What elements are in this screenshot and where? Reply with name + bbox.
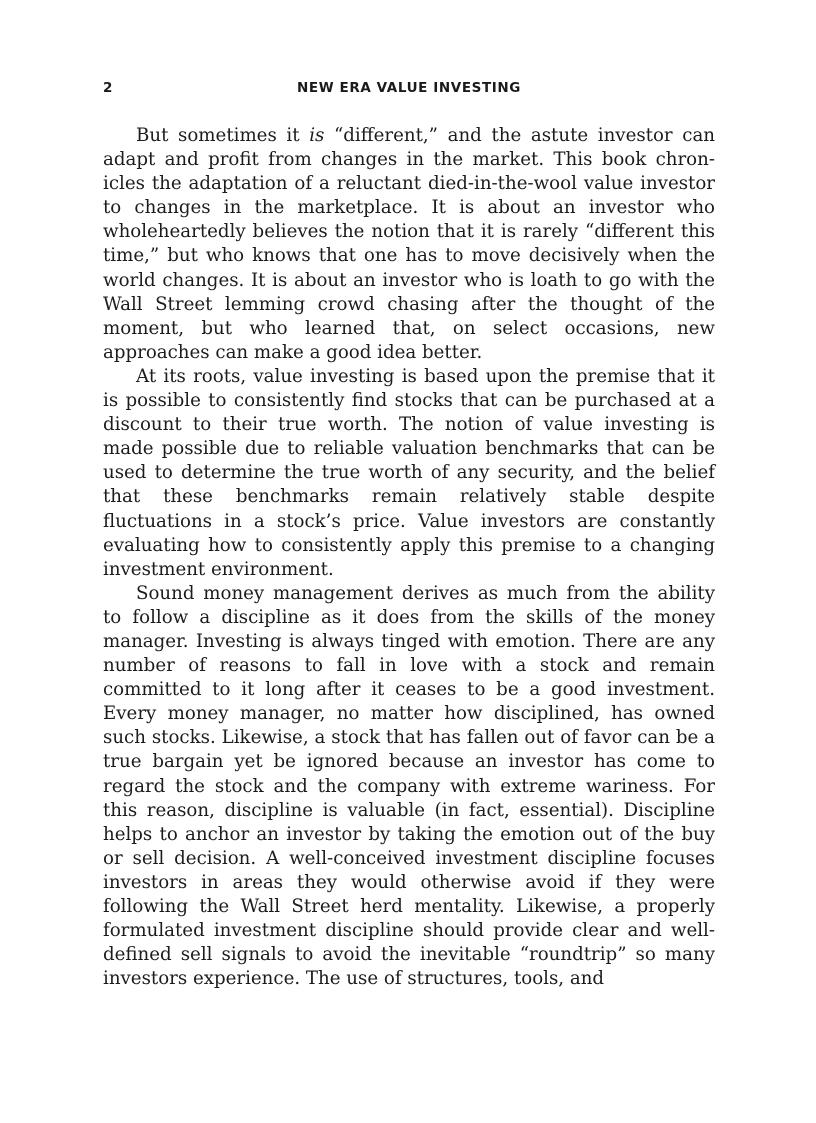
paragraph-1-text-start: But sometimes it [136, 125, 310, 146]
paragraph-2: At its roots, value investing is based upon the premise that it is possible to consistently find stocks that can be purchased at a discount to their true worth. The notion of value investing is made possible due to reliable valuation benchmarks that can be used to determine the true worth of any security, and the belief that these benchmarks remain relatively stable despite fluctuations in a stock’s price. Value investors are constantly evaluating how to consistently apply this premise to a changing investment environment. [103, 365, 715, 580]
running-head [103, 80, 715, 100]
paragraph-1-italic-word: is [309, 125, 325, 146]
paragraph-1 [103, 124, 715, 365]
paragraph-1-text-rest: “different,” and the astute investor can adapt and profit from changes in the market. This book chronicles the adaptation of a reluctant died-in-the-wool value investor to changes in the marketplace. It is about an investor who wholeheartedly believes the notion that it is rarely “different this time,” but who knows that one has to move decisively when the world changes. It is about an investor who is loath to go with the Wall Street lemming crowd chasing after the thought of the moment, but who learned that, on select occasions, new approaches can make a good idea better. [103, 125, 716, 363]
running-title: NEW ERA VALUE INVESTING [297, 80, 521, 96]
page-number: 2 [103, 80, 113, 96]
paragraph-3: Sound money management derives as much from the ability to follow a discipline as it does from the skills of the money manager. Investing is always tinged with emotion. There are any number of reasons to fall in love with a stock and remain committed to it long after it ceases to be a good investment. Every money manager, no matter how disciplined, has owned such stocks. Likewise, a stock that has fallen out of favor can be a true bargain yet be ignored because an investor has come to regard the stock and the company with extreme wariness. For this reason, discipline is valuable (in fact, essential). Discipline helps to anchor an investor by taking the emotion out of the buy or sell decision. A well-conceived investment discipline focuses investors in areas they would otherwise avoid if they were following the Wall Street herd mentality. Likewise, a properly formulated investment discipline should provide clear and well-defined sell signals to avoid the inevitable “roundtrip” so many investors experience. The use of structures, tools, and [103, 582, 715, 990]
body-text [103, 124, 715, 991]
